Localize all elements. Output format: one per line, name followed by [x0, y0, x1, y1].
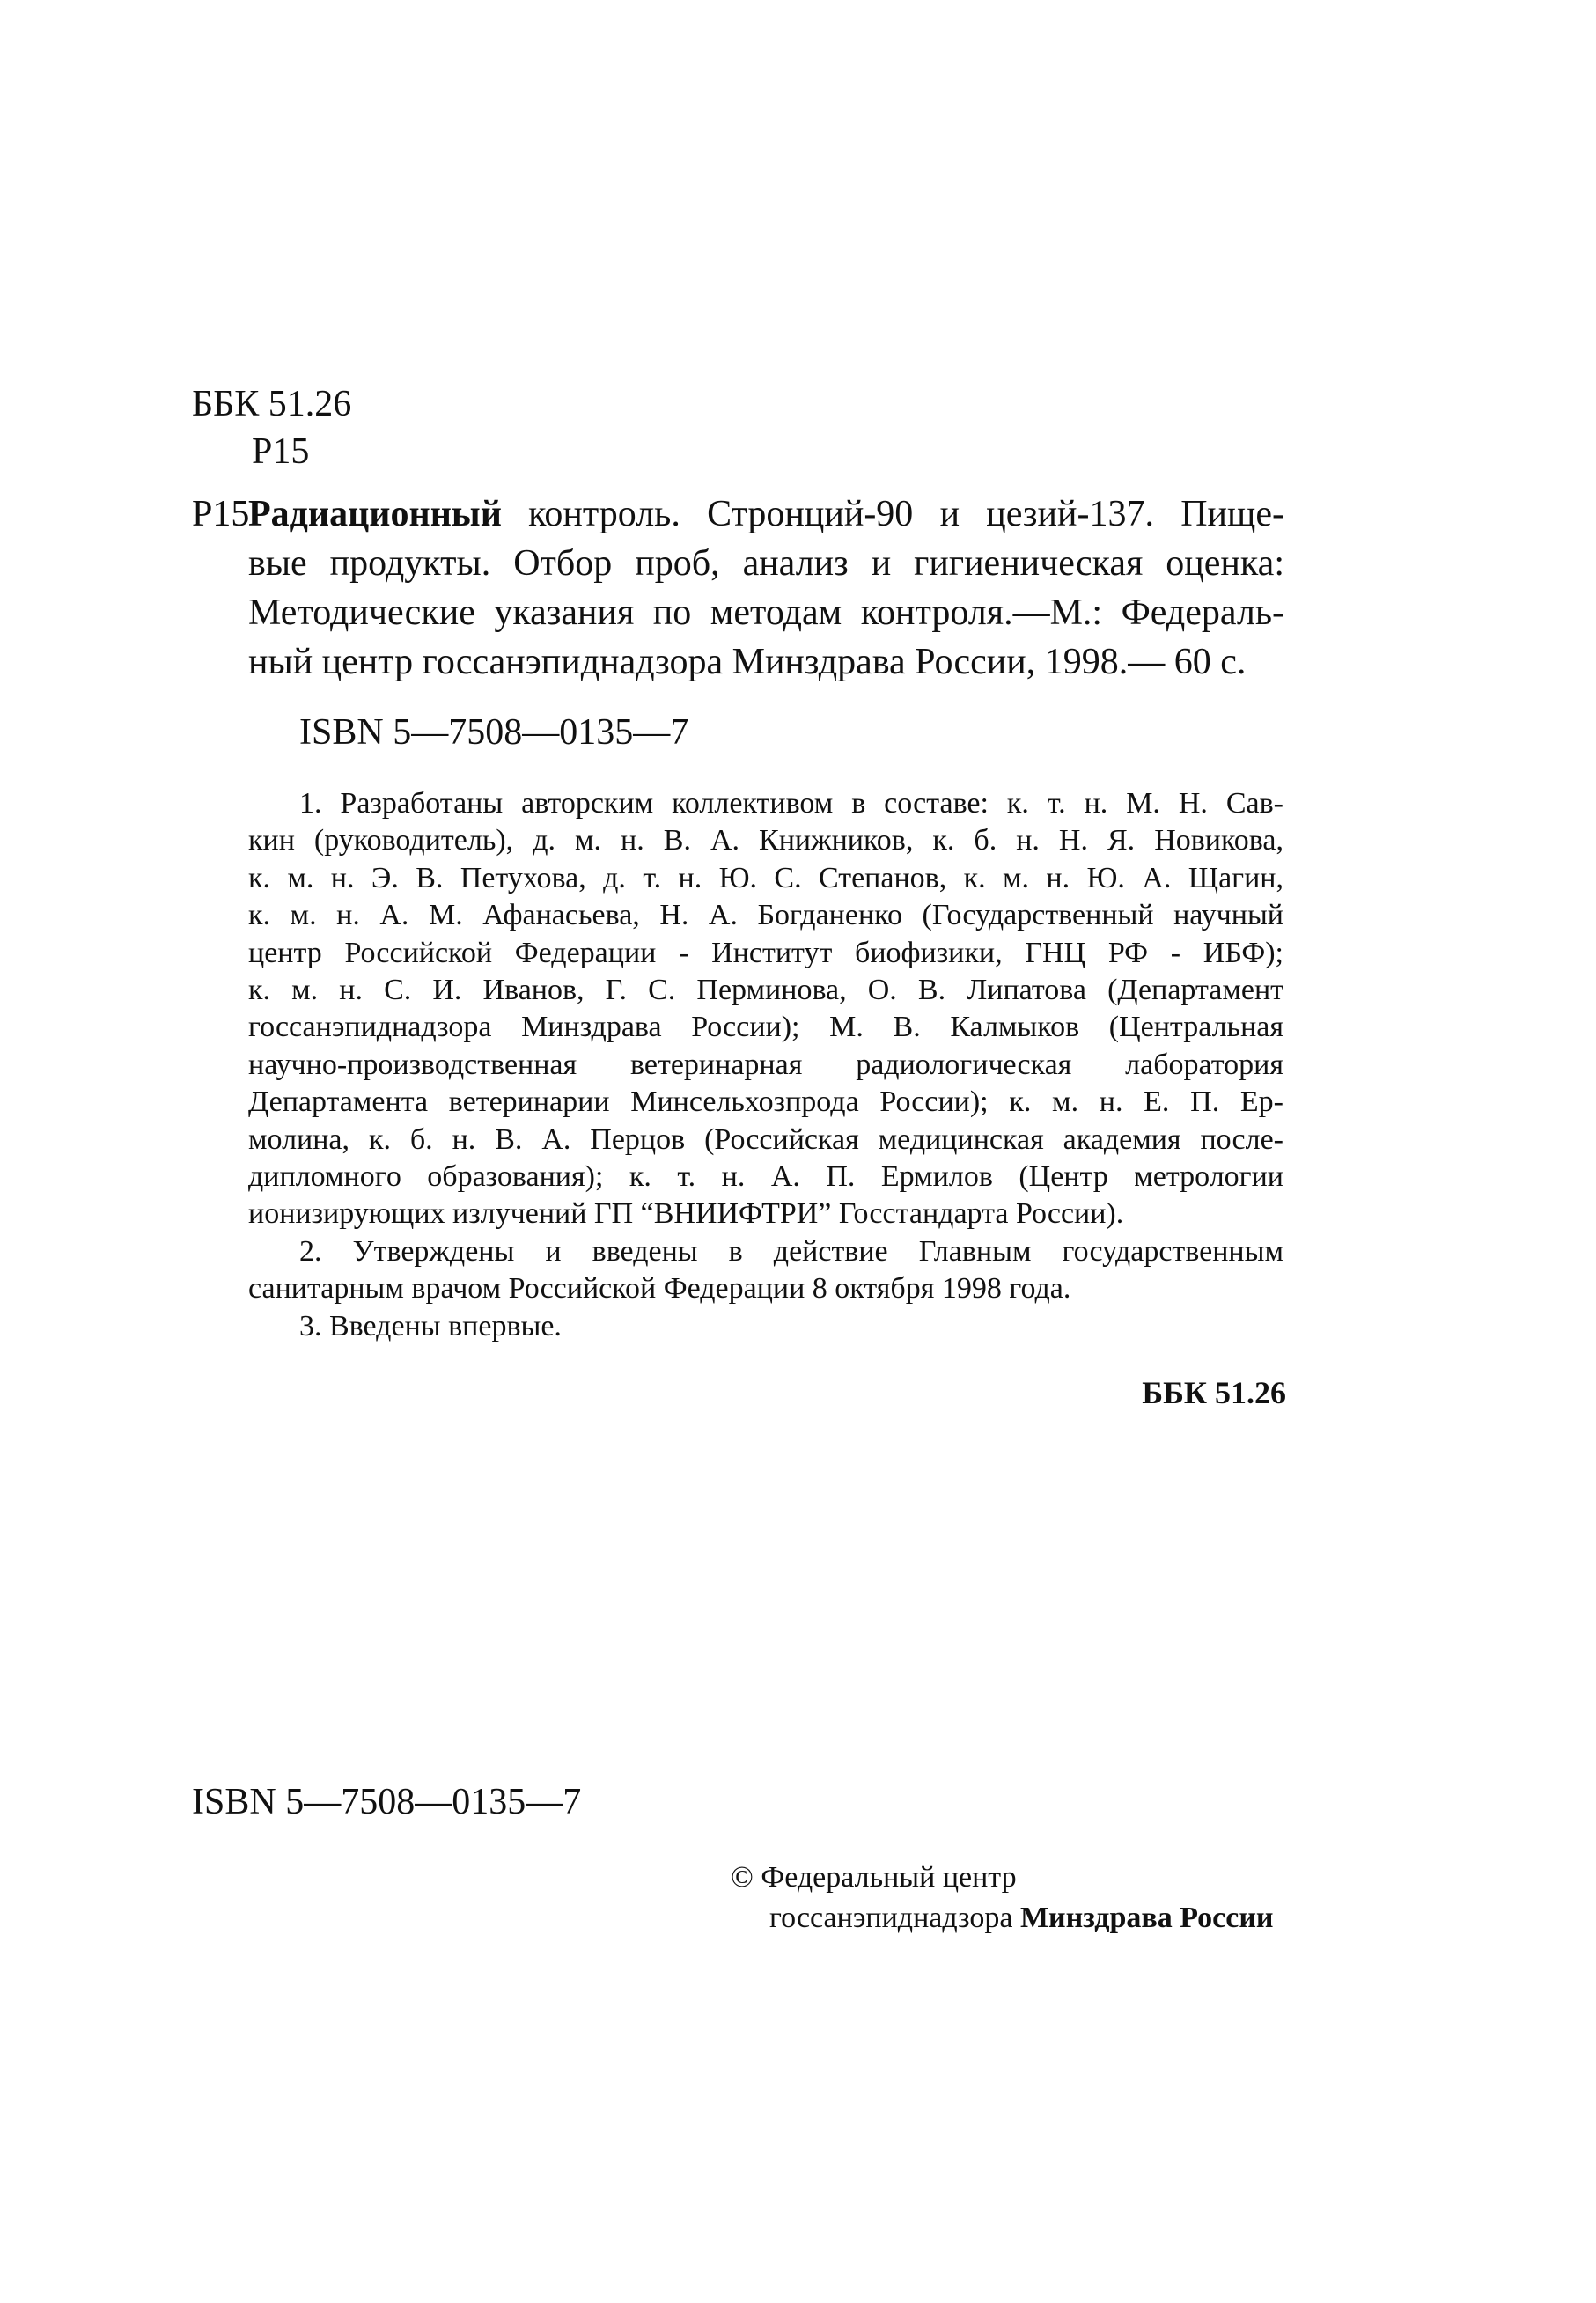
- entry-line-1: [248, 489, 1284, 539]
- note-line: научно-производственная ветеринарная радиологическая лаборатория: [248, 1048, 1283, 1081]
- note-first-introduced: [248, 1308, 1283, 1345]
- bbk-code: ББК 51.26: [192, 384, 352, 424]
- note-line: кин (руководитель), д. м. н. В. А. Книжников, к. б. н. Н. Я. Новикова,: [248, 824, 1283, 857]
- copyright-line-1: © Федеральный центр: [731, 1861, 1017, 1894]
- note-line: ионизирующих излучений ГП “ВНИИФТРИ” Госстандарта России).: [248, 1197, 1124, 1231]
- note-line: Департамента ветеринарии Минсельхозпрода России); к. м. н. Е. П. Ер-: [248, 1085, 1283, 1119]
- copyright-org: госсанэпиднадзора: [769, 1902, 1020, 1934]
- copyright-block: [731, 1858, 1274, 1939]
- entry-line-2: вые продукты. Отбор проб, анализ и гигиеническая оценка:: [248, 543, 1284, 584]
- entry-line-4: ный центр госсанэпиднадзора Минздрава России, 1998.— 60 с.: [248, 642, 1247, 682]
- note-line: к. м. н. С. И. Иванов, Г. С. Перминова, О. В. Липатова (Департамент: [248, 974, 1283, 1007]
- bbk-code-right: ББК 51.26: [1142, 1375, 1286, 1410]
- classification-block: [192, 380, 351, 475]
- note-developers: [248, 785, 1283, 1233]
- copyright-ministry: Минздрава России: [1019, 1902, 1274, 1934]
- note-line: санитарным врачом Российской Федерации 8 октября 1998 года.: [248, 1272, 1071, 1306]
- note-line: 2. Утверждены и введены в действие Главным государственным: [299, 1234, 1283, 1268]
- note-line: молина, к. б. н. В. А. Перцов (Российская медицинская академия после-: [248, 1122, 1283, 1156]
- note-line: госсанэпиднадзора Минздрава России); М. В. Калмыков (Центральная: [248, 1011, 1283, 1044]
- note-line: к. м. н. Э. В. Петухова, д. т. н. Ю. С. Степанов, к. м. н. Ю. А. Щагин,: [248, 861, 1283, 894]
- note-line: центр Российской Федерации - Институт биофизики, ГНЦ РФ - ИБФ);: [248, 936, 1283, 969]
- isbn-line: ISBN 5—7508—0135—7: [299, 712, 689, 753]
- note-line: 1. Разработаны авторским коллективом в составе: к. т. н. М. Н. Сав-: [299, 787, 1283, 820]
- copyright-line-2: [731, 1898, 1274, 1939]
- isbn-bottom: ISBN 5—7508—0135—7: [192, 1782, 582, 1822]
- entry-author-sign: Р15: [192, 494, 250, 534]
- note-line: 3. Введены впервые.: [299, 1309, 562, 1343]
- entry-title-rest: контроль. Стронций-90 и цезий-137. Пище-: [501, 494, 1284, 534]
- author-sign: Р15: [252, 431, 310, 472]
- note-line: к. м. н. А. М. Афанасьева, Н. А. Богданенко (Государственный научный: [248, 899, 1283, 932]
- entry-text: [248, 489, 1284, 687]
- note-line: дипломного образования); к. т. н. А. П. Ермилов (Центр метрологии: [248, 1160, 1283, 1194]
- entry-line-3: Методические указания по методам контроля.—М.: Федераль-: [248, 592, 1284, 633]
- entry-title-bold: Радиационный: [248, 494, 502, 534]
- note-approval: [248, 1233, 1283, 1308]
- notes-block: [248, 785, 1283, 1345]
